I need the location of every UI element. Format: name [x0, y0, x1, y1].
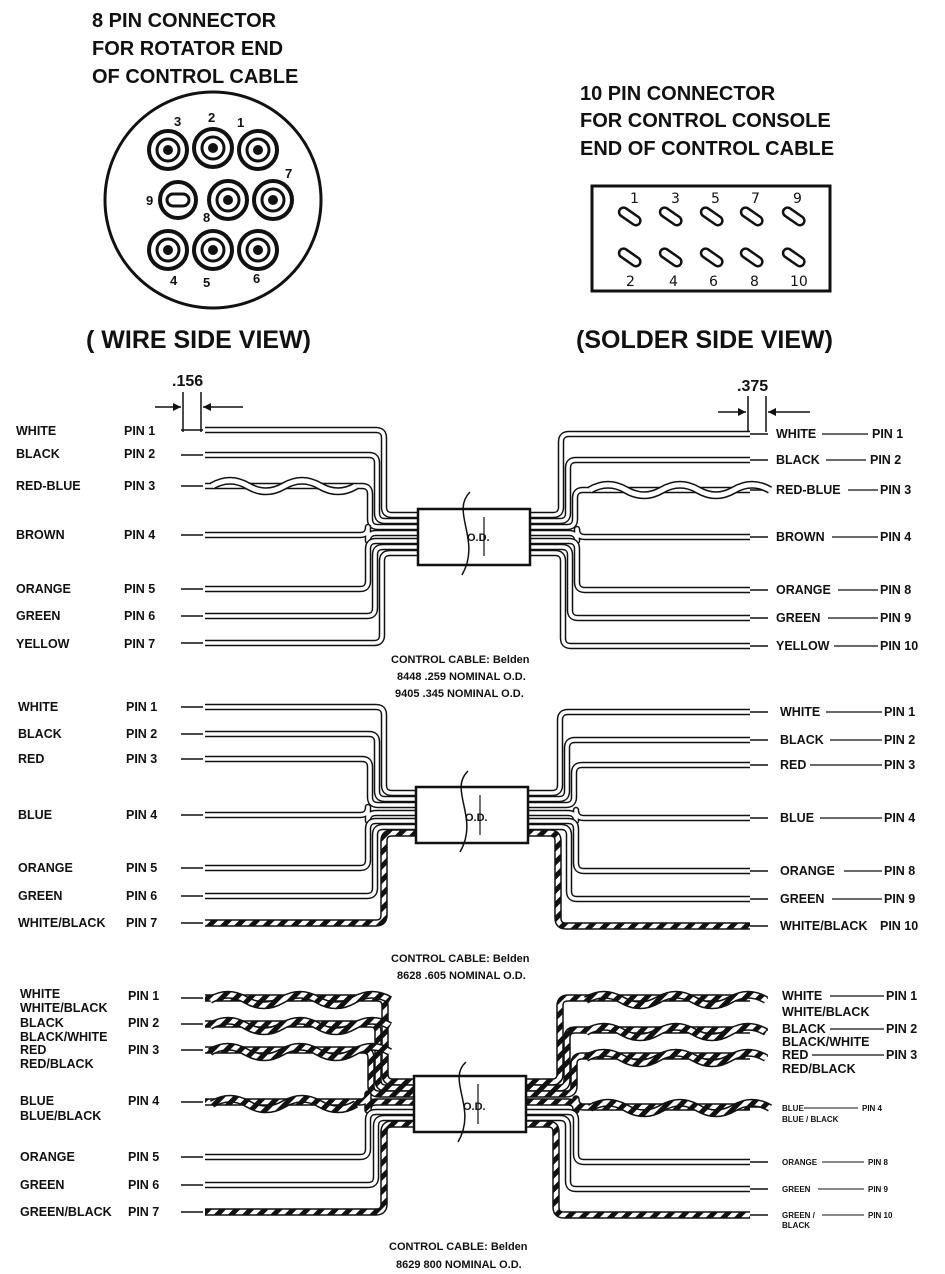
section3-left-color-1: WHITE	[20, 987, 61, 1001]
section2-left-pin-6: PIN 6	[126, 889, 158, 903]
connector10-top-number-1: 1	[630, 191, 639, 207]
cable-section-2-jacket	[416, 771, 528, 852]
section1-right-pin-5: PIN 8	[880, 583, 912, 597]
section3-left-color-4: BLUE	[20, 1094, 55, 1108]
section3-left-pin-7: PIN 7	[128, 1205, 160, 1219]
section3-right-color-3: RED	[782, 1048, 809, 1062]
section1-right-color-4: BROWN	[776, 530, 825, 544]
section2-left-color-5: ORANGE	[18, 861, 73, 875]
section3-right-color-2: BLACK	[782, 1022, 826, 1036]
section3-left-color-5: ORANGE	[20, 1150, 75, 1164]
section3-right-pin-3: PIN 3	[886, 1048, 918, 1062]
connector10-top-number-7: 7	[751, 191, 760, 207]
wire-left-7	[205, 553, 420, 643]
section3-right-color-7b: BLACK	[782, 1221, 810, 1230]
wire-left-core-7	[205, 833, 418, 923]
section2-left-pin-5: PIN 5	[126, 861, 158, 875]
left-strip-dimension-label: .156	[172, 373, 204, 390]
connector10-title-line-1: 10 PIN CONNECTOR	[580, 83, 776, 105]
cable-section-2-caption	[391, 953, 530, 982]
section2-left-color-3: RED	[18, 752, 45, 766]
section3-right-color-7: GREEN /	[782, 1211, 815, 1220]
section2-right-color-1: WHITE	[780, 705, 821, 719]
cable-section-2-right-labels	[780, 705, 918, 933]
wire-left-core-1	[205, 998, 416, 1082]
connector10-bottom-number-10: 10	[790, 274, 808, 290]
section1-left-color-2: BLACK	[16, 447, 60, 461]
section2-right-color-3: RED	[780, 758, 807, 772]
right-strip-dimension	[718, 378, 810, 432]
section1-right-color-1: WHITE	[776, 427, 817, 441]
section3-left-pin-1: PIN 1	[128, 989, 160, 1003]
cable-section-3-left-labels	[20, 987, 159, 1219]
section2-right-color-5: ORANGE	[780, 864, 835, 878]
right-strip-dimension-label: .375	[737, 378, 769, 395]
od-label: O.D.	[465, 812, 488, 824]
section2-left-pin-2: PIN 2	[126, 727, 158, 741]
cable-section-1-left-labels	[16, 424, 155, 651]
section3-right-pin-7: PIN 10	[868, 1211, 893, 1220]
section1-left-pin-1: PIN 1	[124, 424, 156, 438]
section3-right-color-1b: WHITE/BLACK	[782, 1005, 870, 1019]
section3-right-color-6: GREEN	[782, 1185, 811, 1194]
section1-left-color-7: YELLOW	[16, 637, 70, 651]
section3-right-color-4: BLUE	[782, 1104, 804, 1113]
section2-left-pin-7: PIN 7	[126, 916, 158, 930]
section3-left-color-3: RED	[20, 1043, 47, 1057]
section1-caption-line-3: 9405 .345 NOMINAL O.D.	[395, 688, 524, 700]
connector10-bottom-number-2: 2	[626, 274, 635, 290]
section3-right-color-3b: RED/BLACK	[782, 1062, 856, 1076]
section2-right-pin-5: PIN 8	[884, 864, 916, 878]
left-strip-dimension	[155, 373, 243, 432]
section3-right-pin-2: PIN 2	[886, 1022, 918, 1036]
connector10-top-number-9: 9	[793, 191, 802, 207]
section3-right-color-2b: BLACK/WHITE	[782, 1035, 870, 1049]
section3-left-pin-5: PIN 5	[128, 1150, 160, 1164]
connector10-title	[580, 83, 834, 160]
section3-right-pin-4: PIN 4	[862, 1104, 883, 1113]
od-label: O.D.	[467, 532, 490, 544]
wire-right-core-7	[526, 833, 750, 926]
pin-number-2: 2	[208, 110, 216, 125]
section1-left-color-6: GREEN	[16, 609, 61, 623]
connector10-view-label: (SOLDER SIDE VIEW)	[576, 326, 833, 354]
pin-number-4: 4	[170, 273, 178, 288]
section1-left-pin-5: PIN 5	[124, 582, 156, 596]
section2-left-color-6: GREEN	[18, 889, 63, 903]
section2-left-pin-1: PIN 1	[126, 700, 158, 714]
connector8-title	[92, 10, 298, 88]
wire-left-core-7	[205, 1124, 416, 1212]
cable-section-1-right-labels	[776, 427, 918, 653]
section3-left-pin-2: PIN 2	[128, 1016, 160, 1030]
wire-left-core-1	[205, 430, 420, 515]
section1-left-pin-4: PIN 4	[124, 528, 156, 542]
wire-right-core-1	[528, 434, 750, 515]
connector8-title-line-3: OF CONTROL CABLE	[92, 66, 299, 88]
section3-left-color-6: GREEN	[20, 1178, 65, 1192]
pin-number-1: 1	[237, 115, 245, 130]
section1-right-color-5: ORANGE	[776, 583, 831, 597]
pin-number-9: 9	[146, 193, 154, 208]
section2-left-color-2: BLACK	[18, 727, 62, 741]
wire-left-core-6	[205, 547, 420, 616]
section2-left-color-1: WHITE	[18, 700, 59, 714]
section1-right-color-3: RED-BLUE	[776, 483, 841, 497]
section3-left-pin-4: PIN 4	[128, 1094, 160, 1108]
section2-right-color-2: BLACK	[780, 733, 824, 747]
cable-section-3-right-labels	[782, 989, 917, 1230]
cable-section-1-jacket	[418, 492, 530, 575]
section3-left-pin-6: PIN 6	[128, 1178, 160, 1192]
connector8-title-line-1: 8 PIN CONNECTOR	[92, 10, 277, 32]
section2-left-color-4: BLUE	[18, 808, 53, 822]
connector8-title-line-2: FOR ROTATOR END	[92, 38, 284, 60]
section3-right-pin-5: PIN 8	[868, 1158, 889, 1167]
section2-right-pin-7: PIN 10	[880, 919, 919, 933]
section1-right-pin-3: PIN 3	[880, 483, 912, 497]
section1-left-color-3: RED-BLUE	[16, 479, 81, 493]
connector10-title-line-2: FOR CONTROL CONSOLE	[580, 110, 831, 132]
section3-left-color-4b: BLUE/BLACK	[20, 1109, 102, 1123]
section3-right-pin-6: PIN 9	[868, 1185, 889, 1194]
section2-right-pin-3: PIN 3	[884, 758, 916, 772]
section2-caption-line-1: CONTROL CABLE: Belden	[391, 953, 530, 965]
section2-left-pin-4: PIN 4	[126, 808, 158, 822]
cable-section-3	[20, 987, 917, 1271]
section1-right-color-7: YELLOW	[776, 639, 830, 653]
wire-right-core-1	[526, 712, 750, 793]
cable-section-2	[18, 700, 918, 982]
cable-section-3-jacket	[414, 1062, 526, 1142]
connector10-face	[592, 186, 830, 291]
section1-left-color-1: WHITE	[16, 424, 57, 438]
section3-left-color-2: BLACK	[20, 1016, 64, 1030]
section1-caption-line-2: 8448 .259 NOMINAL O.D.	[397, 671, 526, 683]
section2-right-pin-1: PIN 1	[884, 705, 916, 719]
section2-right-pin-6: PIN 9	[884, 892, 916, 906]
section2-right-color-6: GREEN	[780, 892, 825, 906]
connector10-top-number-3: 3	[671, 191, 680, 207]
section1-left-pin-2: PIN 2	[124, 447, 156, 461]
cable-section-3-caption	[389, 1241, 528, 1271]
wire-right-core-7	[524, 1124, 750, 1215]
pin-number-6: 6	[253, 271, 261, 286]
cable-section-1-caption	[391, 654, 530, 700]
section3-left-color-2b: BLACK/WHITE	[20, 1030, 108, 1044]
wire-left-1	[205, 430, 420, 515]
section2-right-pin-2: PIN 2	[884, 733, 916, 747]
section2-right-color-7: WHITE/BLACK	[780, 919, 868, 933]
section3-left-pin-3: PIN 3	[128, 1043, 160, 1057]
connector8-view-label: ( WIRE SIDE VIEW)	[86, 326, 311, 354]
wire-left-core-7	[205, 553, 420, 643]
cable-section-1	[16, 424, 918, 700]
section1-left-color-4: BROWN	[16, 528, 65, 542]
pin-number-8: 8	[203, 210, 211, 225]
wire-right-core-7	[528, 553, 750, 646]
section1-left-color-5: ORANGE	[16, 582, 71, 596]
pin-number-5: 5	[203, 275, 211, 290]
connector8-face	[105, 92, 321, 308]
connector10-bottom-number-8: 8	[750, 274, 759, 290]
section3-left-color-7: GREEN/BLACK	[20, 1205, 112, 1219]
od-label: O.D.	[463, 1101, 486, 1113]
section1-left-pin-7: PIN 7	[124, 637, 156, 651]
section3-caption-line-2: 8629 800 NOMINAL O.D.	[396, 1259, 522, 1271]
section1-caption-line-1: CONTROL CABLE: Belden	[391, 654, 530, 666]
section1-right-pin-2: PIN 2	[870, 453, 902, 467]
section3-right-pin-1: PIN 1	[886, 989, 918, 1003]
section3-left-color-1b: WHITE/BLACK	[20, 1001, 108, 1015]
section3-right-color-1: WHITE	[782, 989, 823, 1003]
section1-right-color-2: BLACK	[776, 453, 820, 467]
section1-right-color-6: GREEN	[776, 611, 821, 625]
cable-section-2-left-labels	[18, 700, 157, 930]
pin-number-7: 7	[285, 166, 293, 181]
section2-left-pin-3: PIN 3	[126, 752, 158, 766]
wire-left-6	[205, 547, 420, 616]
section2-left-color-7: WHITE/BLACK	[18, 916, 106, 930]
section3-right-color-5: ORANGE	[782, 1158, 818, 1167]
section2-caption-line-2: 8628 .605 NOMINAL O.D.	[397, 970, 526, 982]
section1-right-pin-4: PIN 4	[880, 530, 912, 544]
section2-right-color-4: BLUE	[780, 811, 815, 825]
section1-right-pin-7: PIN 10	[880, 639, 919, 653]
section2-right-pin-4: PIN 4	[884, 811, 916, 825]
section1-left-pin-3: PIN 3	[124, 479, 156, 493]
section3-caption-line-1: CONTROL CABLE: Belden	[389, 1241, 528, 1253]
section3-left-color-3b: RED/BLACK	[20, 1057, 94, 1071]
connector10-title-line-3: END OF CONTROL CABLE	[580, 138, 835, 160]
section1-right-pin-6: PIN 9	[880, 611, 912, 625]
connector10-bottom-number-4: 4	[669, 274, 678, 290]
pin-number-3: 3	[174, 114, 182, 129]
section1-right-pin-1: PIN 1	[872, 427, 904, 441]
section1-left-pin-6: PIN 6	[124, 609, 156, 623]
connector10-bottom-number-6: 6	[709, 274, 718, 290]
section3-right-color-4b: BLUE / BLACK	[782, 1115, 839, 1124]
wire-left-1	[205, 707, 418, 793]
connector10-top-number-5: 5	[711, 191, 720, 207]
